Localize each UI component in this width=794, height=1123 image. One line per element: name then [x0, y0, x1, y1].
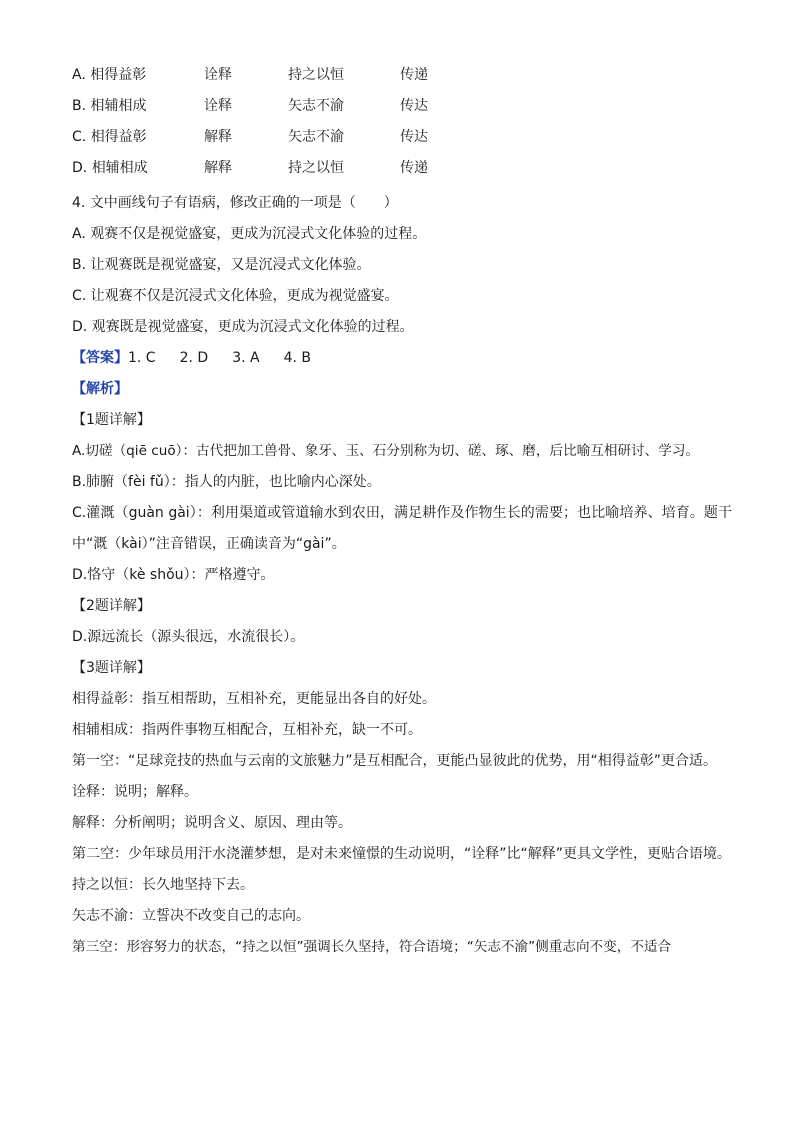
option-word-2: 解释 [204, 160, 232, 176]
section-1-line-c: C.灌溉（guàn gài）：利用渠道或管道输水到农田，满足耕作及作物生长的需要；也比喻培养、培育。题干中“溉（kài）”注音错误，正确读音为“gài”。 [72, 505, 732, 552]
question-4-choice-b: B. 让观赛既是视觉盛宴，又是沉浸式文化体验。 [72, 257, 371, 273]
answer-item: 3. A [232, 350, 260, 366]
question-4-choice-d: D. 观赛既是视觉盛宴，更成为沉浸式文化体验的过程。 [72, 319, 414, 335]
option-word-2: 解释 [204, 129, 232, 145]
option-row-b [72, 95, 732, 126]
option-word-4: 传达 [400, 98, 428, 114]
option-word-4: 传达 [400, 129, 428, 145]
answer-tag: 【答案】 [72, 350, 128, 366]
answer-line [72, 343, 732, 374]
answer-item: 4. B [283, 350, 311, 366]
option-row-d [72, 157, 732, 188]
option-word-2: 诠释 [204, 67, 232, 83]
option-word-4: 传递 [400, 67, 428, 83]
section-3-def-shizhibuyu: 矢志不渝：立誓决不改变自己的志向。 [72, 908, 310, 924]
analysis-tag: 【解析】 [72, 381, 128, 397]
option-idiom-1: 相辅相成 [91, 160, 148, 176]
section-3-def-xiangdeyizhang: 相得益彰：指互相帮助，互相补充，更能显出各自的好处。 [72, 691, 436, 707]
section-3-def-jieshi: 解释：分析阐明；说明含义、原因、理由等。 [72, 815, 352, 831]
answer-item: 1. C [128, 350, 156, 366]
option-idiom-1: 相辅相成 [90, 98, 147, 114]
section-3-blank-1: 第一空：“足球竞技的热血与云南的文旅魅力”是互相配合，更能凸显彼此的优势，用“相得益彰”更合适。 [72, 753, 718, 769]
section-3-blank-3: 第三空：形容努力的状态，“持之以恒”强调长久坚持，符合语境；“矢志不渝”侧重志向不变，不适合 [72, 939, 672, 955]
option-idiom-3: 持之以恒 [288, 160, 344, 176]
section-2-title: 【2题详解】 [72, 598, 151, 614]
document-body [72, 188, 732, 963]
section-2-line-d: D.源远流长（源头很远，水流很长）。 [72, 629, 305, 645]
option-word-4: 传递 [400, 160, 428, 176]
option-label: D. [72, 160, 88, 176]
option-row-c [72, 126, 732, 157]
section-1-line-a: A.切磋（qiē cuō）：古代把加工兽骨、象牙、玉、石分别称为切、磋、琢、磨，后比喻互相研讨、学习。 [72, 443, 700, 459]
section-1-line-b: B.肺腑（fèi fǔ）：指人的内脏，也比喻内心深处。 [72, 474, 381, 490]
option-idiom-3: 矢志不渝 [288, 98, 344, 114]
section-3-title: 【3题详解】 [72, 660, 151, 676]
option-row-a [72, 64, 732, 95]
question-4-choice-c: C. 让观赛不仅是沉浸式文化体验，更成为视觉盛宴。 [72, 288, 399, 304]
option-word-2: 诠释 [204, 98, 232, 114]
question-4-choice-a: A. 观赛不仅是视觉盛宴，更成为沉浸式文化体验的过程。 [72, 226, 427, 242]
option-idiom-3: 持之以恒 [288, 67, 344, 83]
option-label: C. [72, 129, 87, 145]
answer-item: 2. D [179, 350, 209, 366]
q3-options-table [72, 64, 732, 188]
section-3-blank-2: 第二空：少年球员用汗水浇灌梦想，是对未来憧憬的生动说明，“诠释”比“解释”更具文学性，更贴合语境。 [72, 846, 732, 862]
section-3-def-xiangfuxiangcheng: 相辅相成：指两件事物互相配合，互相补充，缺一不可。 [72, 722, 422, 738]
section-1-title: 【1题详解】 [72, 412, 151, 428]
option-idiom-1: 相得益彰 [90, 129, 147, 145]
option-label: A. [72, 67, 86, 83]
section-1-line-d: D.恪守（kè shǒu）：严格遵守。 [72, 567, 275, 583]
option-label: B. [72, 98, 87, 114]
option-idiom-1: 相得益彰 [90, 67, 147, 83]
section-3-def-chizhiyiheng: 持之以恒：长久地坚持下去。 [72, 877, 254, 893]
section-3-def-quanshi: 诠释：说明；解释。 [72, 784, 198, 800]
option-idiom-3: 矢志不渝 [288, 129, 344, 145]
question-4-stem: 4. 文中画线句子有语病，修改正确的一项是（ ） [72, 195, 398, 211]
